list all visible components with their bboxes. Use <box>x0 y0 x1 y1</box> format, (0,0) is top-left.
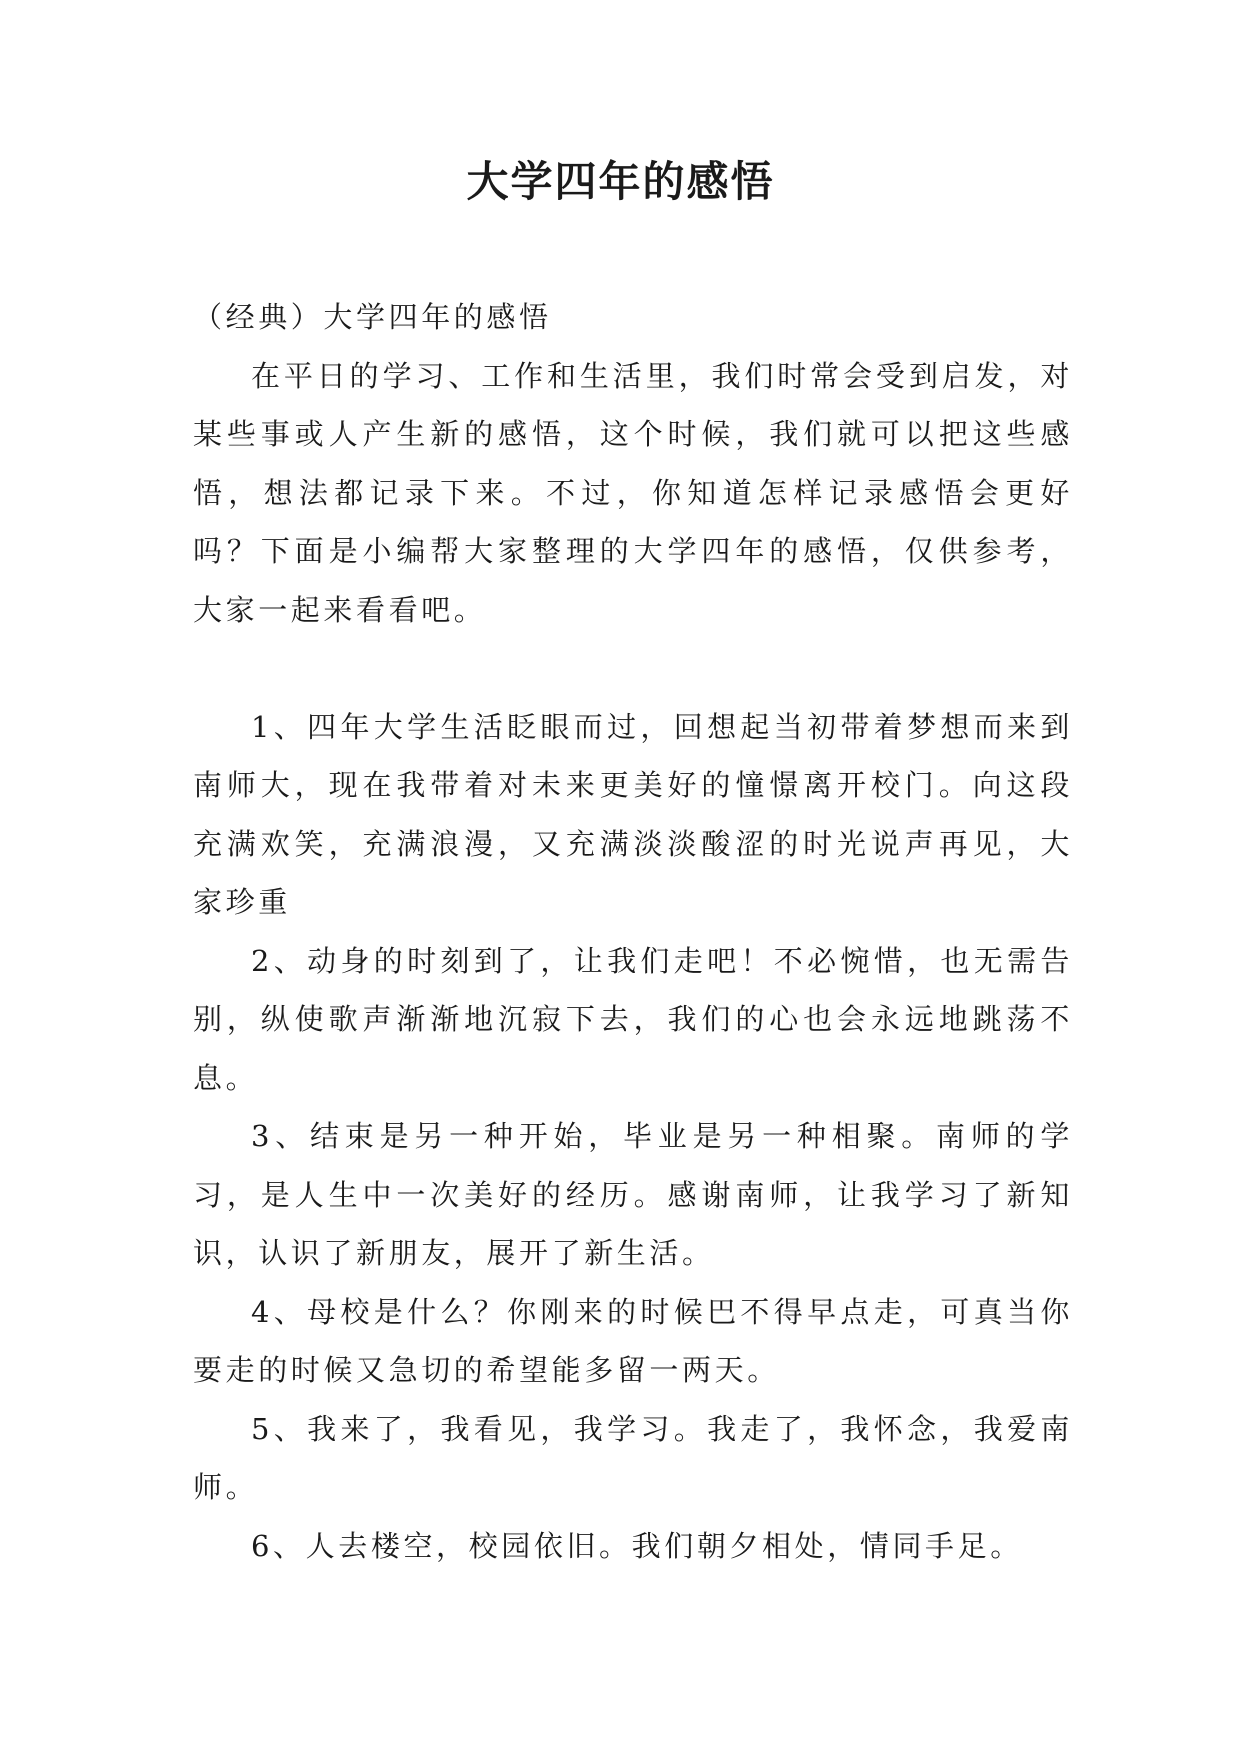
list-item-5: 5、我来了，我看见，我学习。我走了，我怀念，我爱南师。 <box>193 1411 1073 1504</box>
list-item-6: 6、人去楼空，校园依旧。我们朝夕相处，情同手足。 <box>251 1528 1023 1563</box>
list-item-3: 3、结束是另一种开始，毕业是另一种相聚。南师的学习，是人生中一次美好的经历。感谢南师，让我学习了新知识，认识了新朋友，展开了新生活。 <box>193 1119 1073 1270</box>
document-body <box>193 288 1073 1575</box>
document-subtitle: （经典）大学四年的感悟 <box>193 300 552 334</box>
list-item-1: 1、四年大学生活眨眼而过，回想起当初带着梦想而来到南师大，现在我带着对未来更美好的憧憬离开校门。向这段充满欢笑，充满浪漫，又充满淡淡酸涩的时光说声再见，大家珍重 <box>193 709 1073 919</box>
document-title: 大学四年的感悟 <box>466 157 775 206</box>
intro-paragraph: 在平日的学习、工作和生活里，我们时常会受到启发，对某些事或人产生新的感悟，这个时候，我们就可以把这些感悟，想法都记录下来。不过，你知道怎样记录感悟会更好吗？下面是小编帮大家整理的大学四年的感悟，仅供参考，大家一起来看看吧。 <box>193 358 1073 627</box>
paragraph-gap <box>193 639 1073 698</box>
list-item-4: 4、母校是什么？你刚来的时候巴不得早点走，可真当你要走的时候又急切的希望能多留一两天。 <box>193 1294 1073 1387</box>
list-item-2: 2、动身的时刻到了，让我们走吧！不必惋惜，也无需告别，纵使歌声渐渐地沉寂下去，我们的心也会永远地跳荡不息。 <box>193 943 1073 1095</box>
